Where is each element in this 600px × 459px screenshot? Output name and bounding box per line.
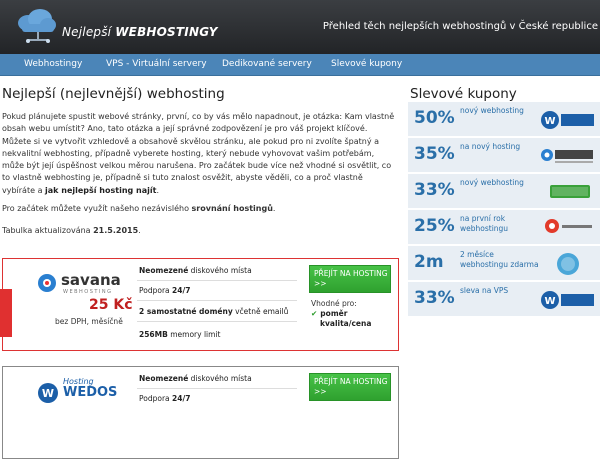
divider <box>137 300 297 301</box>
wedos-logo[interactable] <box>37 379 132 407</box>
svg-text:W: W <box>544 296 556 307</box>
go-to-hosting-button[interactable]: PŘEJÍT NA HOSTING >> <box>309 373 391 401</box>
divider <box>137 388 297 389</box>
coupon-item[interactable] <box>408 138 600 173</box>
price: 25 Kč <box>89 297 133 313</box>
savana-logo-icon <box>540 143 596 168</box>
feature-support: Podpora 24/7 <box>139 286 191 295</box>
sidebar-title: Slevové kupony <box>410 86 517 102</box>
main-nav <box>0 54 600 76</box>
coupon-desc: nový webhosting <box>460 178 524 187</box>
nav-item-webhostingy[interactable]: Webhostingy <box>24 59 83 69</box>
feature-domains: 2 samostatné domény včetně emailů <box>139 307 289 316</box>
wedos-logo-icon <box>540 107 596 132</box>
savana-logo[interactable] <box>37 271 132 299</box>
divider <box>137 321 297 322</box>
updated-paragraph: Tabulka aktualizována 21.5.2015. <box>2 226 141 235</box>
check-icon: ✔ <box>311 309 318 318</box>
wedos-brand-name: WEDOS <box>63 385 118 400</box>
nav-item-coupons[interactable]: Slevové kupony <box>331 59 403 69</box>
coupon-discount: 25% <box>414 216 455 236</box>
intro-paragraph: Pokud plánujete spustit webové stránky, první, co by vás mělo napadnout, je otázka: Kam vlastně obsah webu umístit? Ano, tato otázka a její správné zodpovězení je pro váš projekt klíčové. Můžete si ve vytvořit vzhledově a obsahově skvělou stránku, ale pokud pro ni zvolíte špatný a nekvalitní webhosting, případně vyberete hosting, který nebude vyhovovat vašim potřebám, může být její úspěšnost velkou měrou narušena. Pro začátek bude více než vhodné si osvětlit, co to vlastně webhosting je, případně si tuto znalost osvěžit, abyste věděli, co a proč vlastně vybíráte a jak nejlepší hosting najít. <box>2 112 395 195</box>
site-logo[interactable] <box>14 6 218 48</box>
nav-item-vps[interactable]: VPS - Virtuální servery <box>106 59 207 69</box>
coupon-item[interactable] <box>408 210 600 245</box>
coupon-discount: 33% <box>414 180 455 200</box>
svg-text:W: W <box>41 387 55 400</box>
savana-brand-name: savana <box>61 271 121 289</box>
coupon-desc: na nový hosting <box>460 142 521 151</box>
feature-memory: 256MB memory limit <box>139 330 221 339</box>
coupon-discount: 2m <box>414 252 444 272</box>
coupon-item[interactable] <box>408 102 600 137</box>
price-note: bez DPH, měsíčně <box>55 317 123 326</box>
ribbon-badge <box>0 289 12 337</box>
coupon-desc: na první rok webhostingu <box>460 214 509 233</box>
go-to-hosting-button[interactable]: PŘEJÍT NA HOSTING >> <box>309 265 391 293</box>
coupon-item[interactable] <box>408 174 600 209</box>
cesky-hosting-logo-icon <box>540 215 596 240</box>
suitable-for-label: Vhodné pro: <box>311 299 357 308</box>
ebola-logo-icon <box>540 179 596 204</box>
logo-text: Nejlepší WEBHOSTINGY <box>62 25 218 39</box>
site-header <box>0 0 600 54</box>
page-title: Nejlepší (nejlevnější) webhosting <box>2 86 225 102</box>
comparison-paragraph: Pro začátek můžete využít našeho nezávislého srovnání hostingů. <box>2 204 276 213</box>
coupon-item[interactable] <box>408 246 600 281</box>
coupon-desc: nový webhosting <box>460 106 524 115</box>
hosting-card-savana <box>2 258 399 351</box>
feature-disk: Neomezené diskového místa <box>139 374 252 383</box>
cloud-server-icon <box>14 6 58 46</box>
coupon-desc: 2 měsíce webhostingu zdarma <box>460 250 539 269</box>
coupon-discount: 35% <box>414 144 455 164</box>
nav-item-dedicated[interactable]: Dedikované servery <box>222 59 312 69</box>
coupon-desc: sleva na VPS <box>460 286 509 295</box>
site-tagline: Přehled těch nejlepších webhostingů v České republice <box>322 21 598 32</box>
wedos-logo-icon <box>540 287 596 312</box>
feature-disk: Neomezené diskového místa <box>139 266 252 275</box>
savana-brand-sub: WEBHOSTING <box>63 289 113 295</box>
feature-support: Podpora 24/7 <box>139 394 191 403</box>
coupon-discount: 50% <box>414 108 455 128</box>
wedos-brand-sub: Hosting <box>63 377 94 386</box>
hosting-card-wedos <box>2 366 399 459</box>
coupon-discount: 33% <box>414 288 455 308</box>
onebit-logo-icon <box>540 251 596 276</box>
suitable-for-value: ✔ poměr kvalita/cena <box>311 309 372 328</box>
coupon-item[interactable] <box>408 282 600 317</box>
svg-text:W: W <box>544 116 556 127</box>
divider <box>137 280 297 281</box>
